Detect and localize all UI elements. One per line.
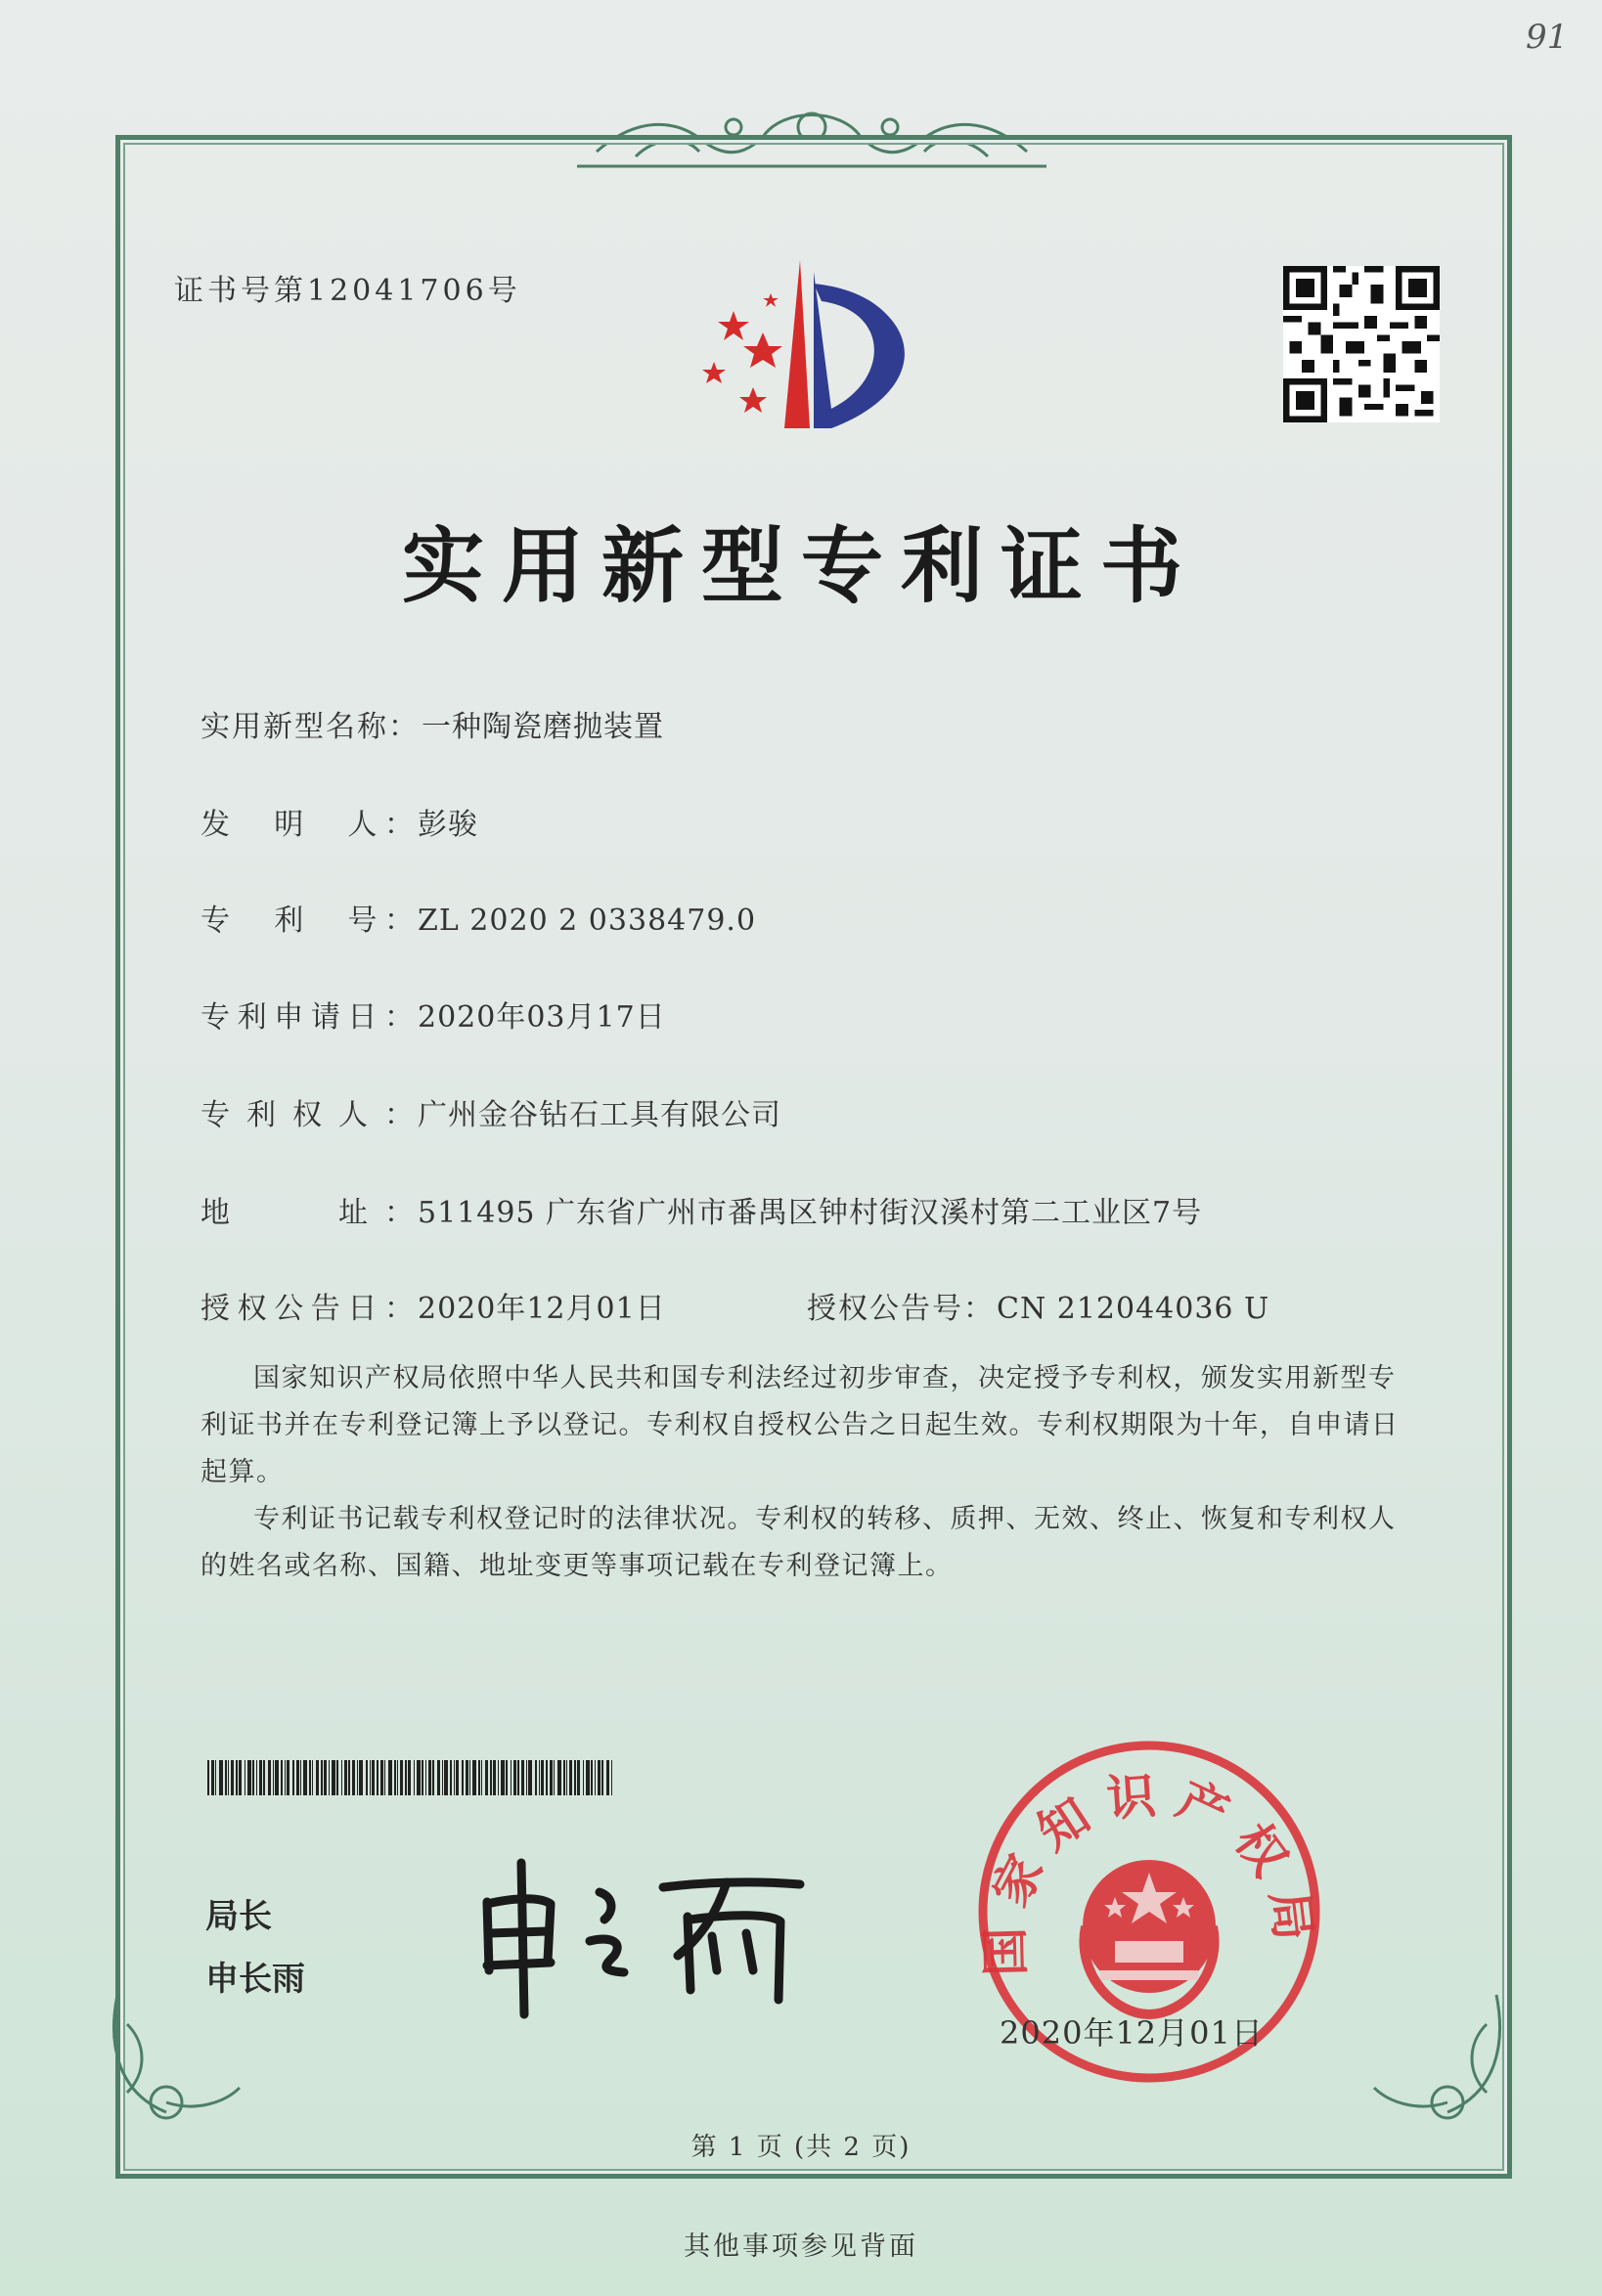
field-label: 专 利 号：	[200, 904, 416, 938]
bottom-left-corner-ornament	[98, 1985, 245, 2132]
seal-date: 2020年12月01日	[1000, 2014, 1264, 2052]
footer-note: 其他事项参见背面	[684, 2231, 918, 2262]
field-label: 实用新型名称：	[200, 710, 420, 744]
field-value: CN 212044036 U	[997, 1292, 1270, 1326]
field-grant-date	[200, 1284, 666, 1327]
field-value: 2020年12月01日	[418, 1292, 666, 1326]
handwritten-page-mark: 91	[1526, 18, 1569, 57]
field-label: 授权公告号：	[807, 1292, 995, 1326]
field-patent-number	[200, 896, 756, 939]
page-number: 第 1 页 (共 2 页)	[690, 2133, 912, 2162]
certificate-title: 实用新型专利证书	[401, 517, 1200, 614]
qr-code	[1283, 266, 1440, 422]
grant-paragraph: 国家知识产权局依照中华人民共和国专利法经过初步审查，决定授予专利权，颁发实用新型专利证书并在专利登记簿上予以登记。专利权自授权公告之日起生效。专利权期限为十年，自申请日起算。	[200, 1363, 1400, 1487]
field-label: 地 址：	[200, 1196, 416, 1230]
field-value: 一种陶瓷磨抛装置	[422, 710, 664, 744]
field-utility-model-name	[200, 702, 664, 745]
certificate-number: 证书号第12041706号	[174, 274, 521, 308]
field-filing-date	[200, 993, 666, 1036]
field-value: 511495 广东省广州市番禺区钟村街汉溪村第二工业区7号	[418, 1196, 1203, 1230]
field-label: 专利权人：	[200, 1098, 416, 1132]
field-label: 发 明 人：	[200, 808, 416, 842]
bottom-right-corner-ornament	[1369, 1985, 1516, 2132]
handwritten-signature	[467, 1843, 820, 2019]
cnipa-logo-icon	[685, 252, 939, 443]
field-value: ZL 2020 2 0338479.0	[418, 904, 757, 938]
barcode	[207, 1760, 613, 1795]
field-value: 彭骏	[418, 808, 478, 842]
legal-status-paragraph: 专利证书记载专利权登记时的法律状况。专利权的转移、质押、无效、终止、恢复和专利权人的姓名或名称、国籍、地址变更等事项记载在专利登记簿上。	[200, 1504, 1397, 1581]
field-grant-number	[807, 1284, 1269, 1327]
director-title: 局长	[205, 1897, 272, 1936]
field-address	[200, 1188, 1202, 1231]
grant-statement	[200, 1355, 1413, 1590]
director-name: 申长雨	[205, 1960, 305, 1999]
seal-text: 国家知识产权局	[976, 1766, 1324, 1977]
field-patentee	[200, 1090, 781, 1133]
field-label: 专利申请日：	[200, 1000, 416, 1035]
field-inventor	[200, 800, 478, 843]
field-label: 授权公告日：	[200, 1292, 416, 1326]
field-value: 广州金谷钻石工具有限公司	[418, 1098, 781, 1132]
field-value: 2020年03月17日	[418, 1000, 666, 1035]
